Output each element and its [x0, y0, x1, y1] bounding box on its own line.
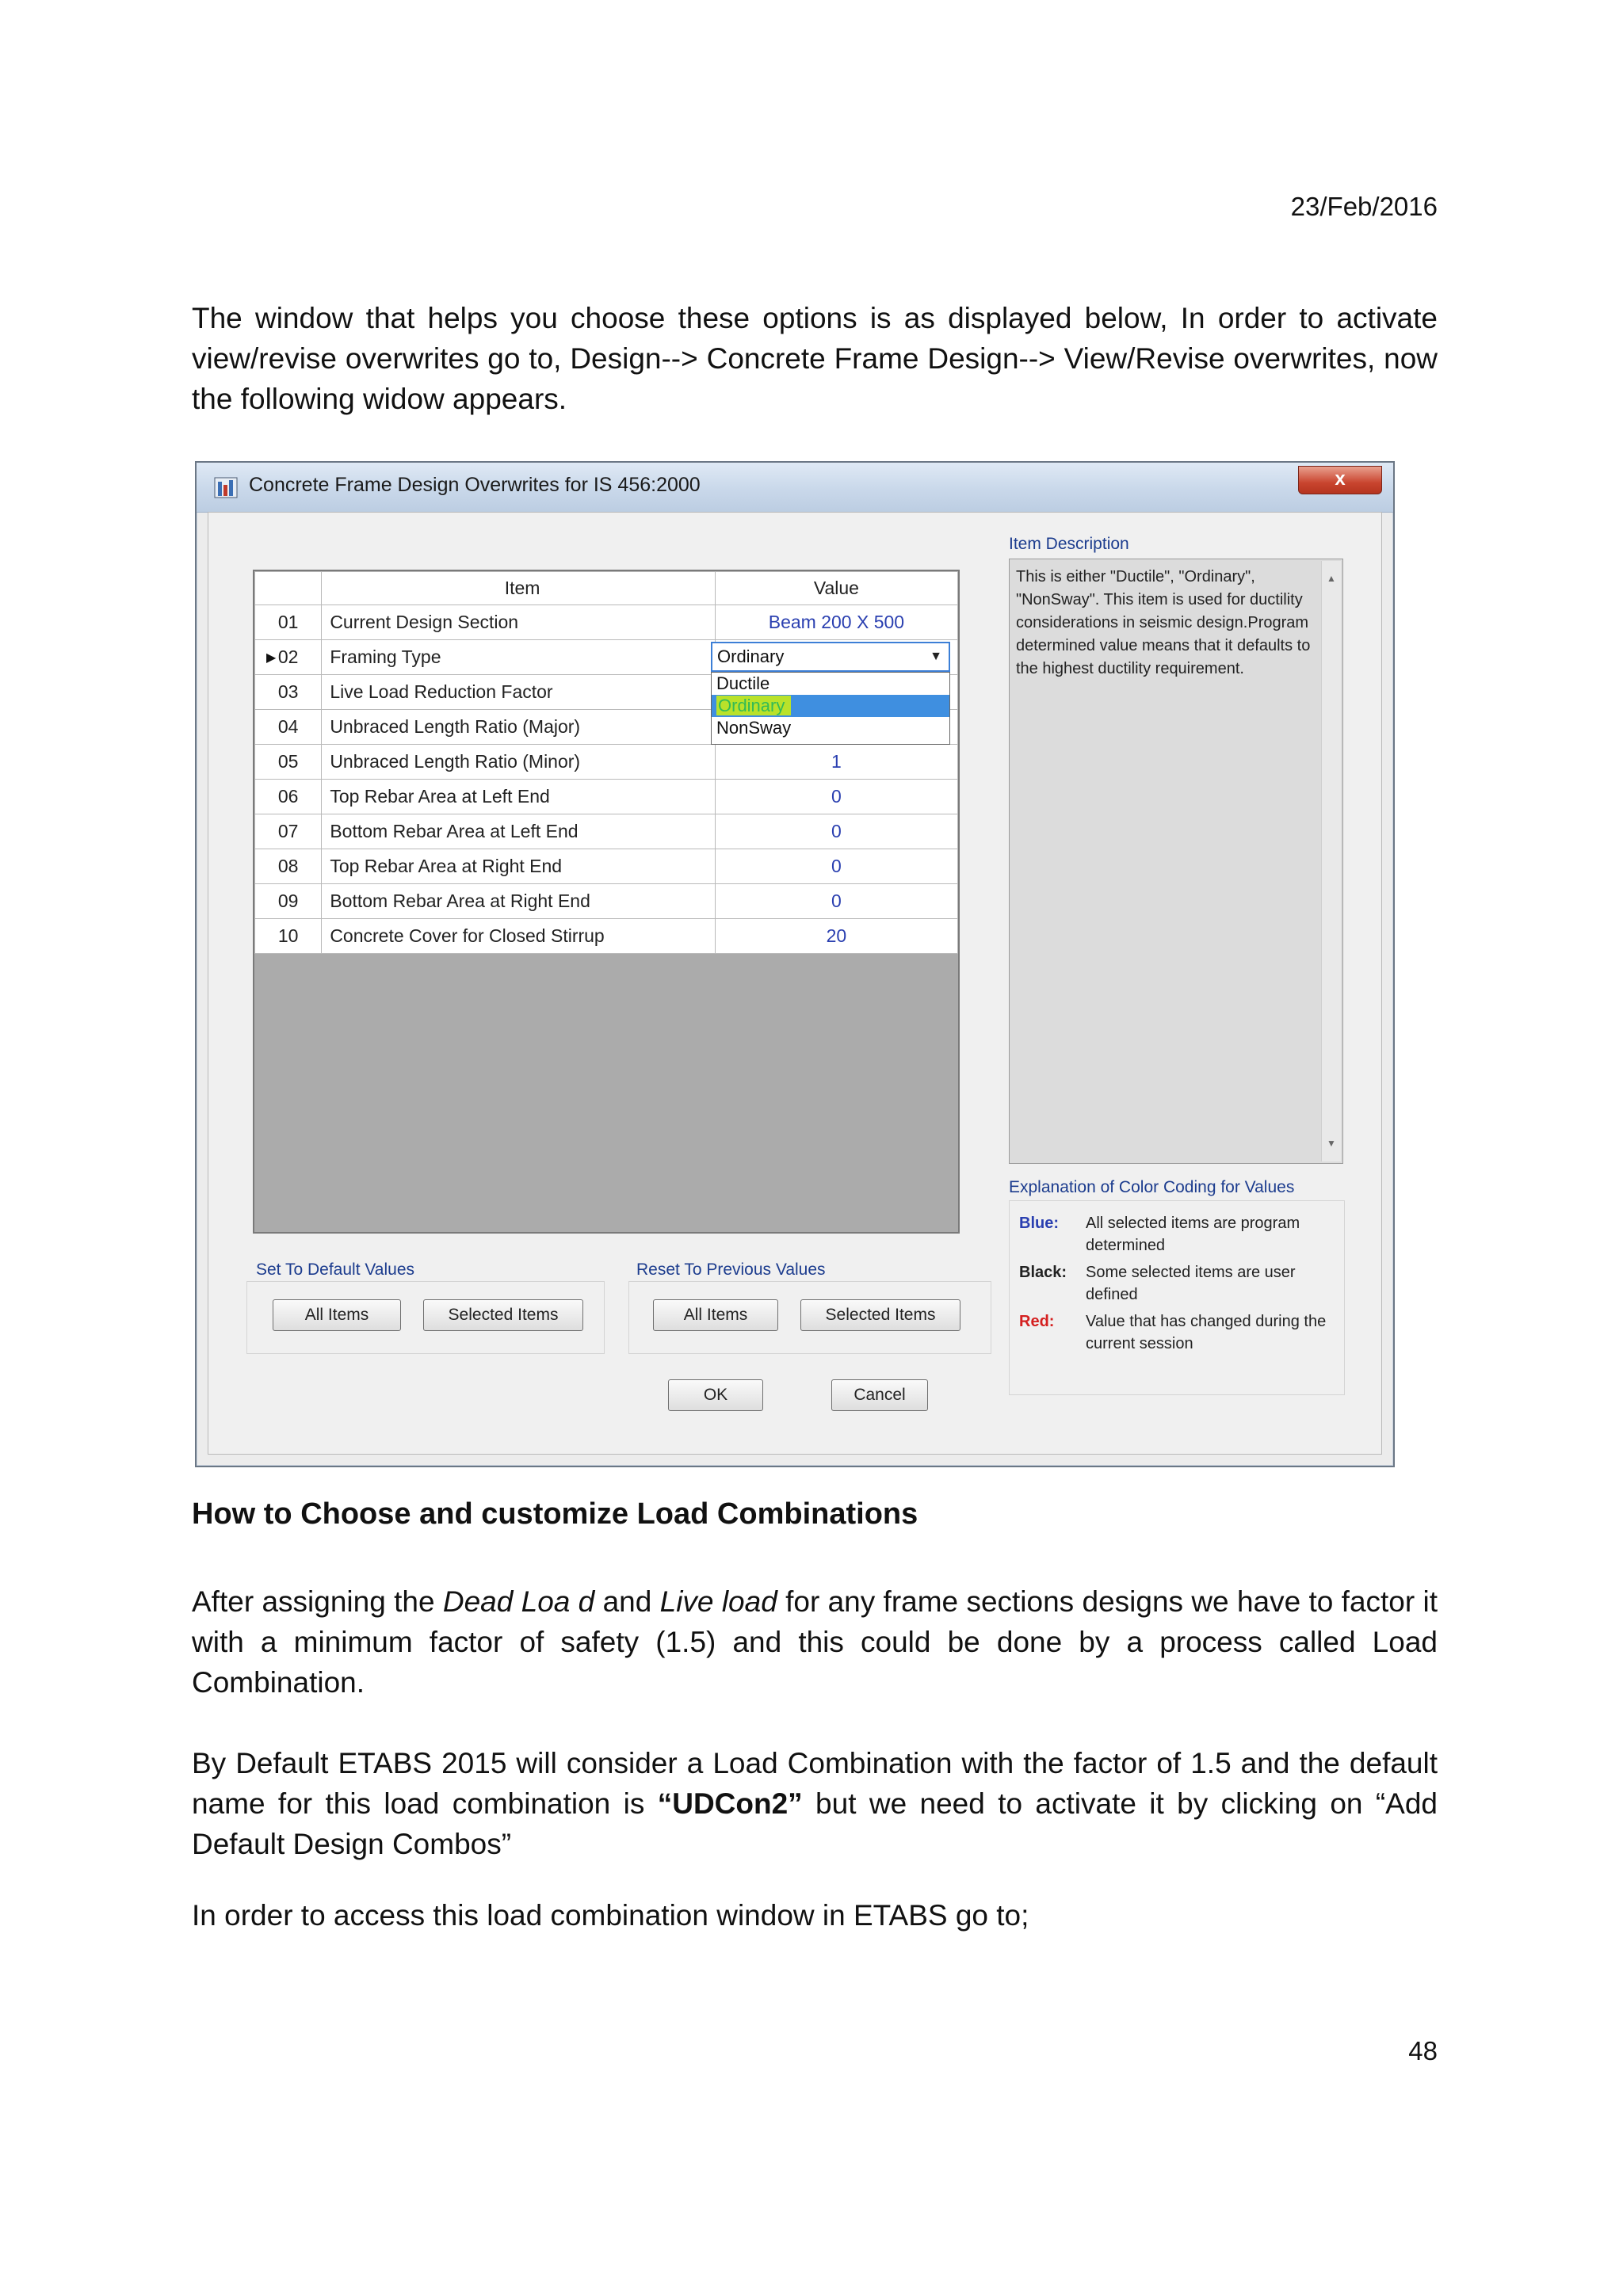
reset-all-items-button[interactable]: All Items: [653, 1299, 778, 1331]
framing-type-dropdown-list[interactable]: [711, 672, 950, 745]
para2-live-load: Live load: [659, 1585, 777, 1618]
color-text-red: Value that has changed during the current session: [1086, 1313, 1327, 1352]
row-index: 07: [255, 814, 322, 849]
row-index-cell: [255, 640, 322, 675]
intro-paragraph: The window that helps you choose these options is as displayed below, In order to activate view/revise overwrites go to, Design--> Concrete Frame Design--> View/Revise overwrites, now the following widow appears.: [192, 302, 1438, 415]
table-row[interactable]: [255, 605, 958, 640]
para2-dead-load: Dead Loa d: [442, 1585, 595, 1618]
row-index: 04: [255, 710, 322, 745]
para3-udcon2: “UDCon2”: [657, 1787, 803, 1820]
row-index: 05: [255, 745, 322, 780]
etabs-app-icon: [214, 475, 238, 499]
item-description-label: Item Description: [1009, 535, 1129, 553]
row-value[interactable]: 0: [715, 780, 957, 814]
row-value[interactable]: 0: [715, 884, 957, 919]
table-row[interactable]: [255, 745, 958, 780]
cancel-button[interactable]: Cancel: [831, 1379, 928, 1411]
page-date: 23/Feb/2016: [1290, 192, 1438, 221]
para3-text-2: but we need to activate it by clicking on “Add Default Design Combos”: [192, 1787, 1438, 1860]
reset-selected-items-button[interactable]: Selected Items: [800, 1299, 960, 1331]
row-index: 09: [255, 884, 322, 919]
row-index: 08: [255, 849, 322, 884]
close-button[interactable]: x: [1298, 466, 1382, 494]
row-value[interactable]: 1: [715, 745, 957, 780]
para2-text-3: for any frame sections designs we have to factor it with a minimum factor of safety (1.5) and this could be done by a process called Load Combination.: [192, 1585, 1438, 1699]
set-default-label: Set To Default Values: [256, 1261, 415, 1279]
page-number: 48: [1408, 2036, 1438, 2065]
current-row-arrow-icon: ▶: [266, 651, 277, 665]
row-value[interactable]: 20: [715, 919, 957, 954]
framing-type-combobox[interactable]: [711, 642, 950, 672]
access-window-paragraph: In order to access this load combination window in ETABS go to;: [192, 1899, 1029, 1932]
dialog-titlebar: [197, 463, 1393, 513]
table-row[interactable]: [255, 849, 958, 884]
row-value[interactable]: 0: [715, 814, 957, 849]
framing-type-selected-value: Ordinary: [717, 646, 785, 666]
ok-button[interactable]: OK: [668, 1379, 763, 1411]
row-item: Framing Type: [322, 640, 716, 675]
color-coding-label: Explanation of Color Coding for Values: [1009, 1178, 1295, 1196]
color-text-blue: All selected items are program determined: [1086, 1215, 1300, 1254]
dropdown-option-ductile[interactable]: Ductile: [716, 673, 770, 693]
scroll-up-icon[interactable]: ▲: [1327, 573, 1336, 584]
overwrites-table: [254, 571, 958, 954]
reset-previous-group: [628, 1281, 991, 1354]
color-key-black: Black:: [1019, 1264, 1067, 1281]
para2-text-1: After assigning the: [192, 1585, 443, 1618]
table-row[interactable]: [255, 919, 958, 954]
item-description-box[interactable]: [1009, 559, 1343, 1164]
row-index: 10: [255, 919, 322, 954]
dialog-title: Concrete Frame Design Overwrites for IS 456:2000: [249, 474, 701, 496]
dialog-client-area: [208, 512, 1382, 1455]
row-index: 06: [255, 780, 322, 814]
default-combo-paragraph: [192, 1743, 1438, 1864]
set-default-all-items-button[interactable]: All Items: [273, 1299, 401, 1331]
table-row[interactable]: [255, 780, 958, 814]
dropdown-option-nonsway[interactable]: NonSway: [716, 718, 792, 738]
table-row[interactable]: [255, 884, 958, 919]
column-header-value: Value: [715, 572, 957, 605]
reset-previous-label: Reset To Previous Values: [636, 1261, 826, 1279]
row-item: Live Load Reduction Factor: [322, 675, 716, 710]
scroll-down-icon[interactable]: ▼: [1327, 1138, 1336, 1149]
row-item: Unbraced Length Ratio (Major): [322, 710, 716, 745]
set-default-group: [246, 1281, 605, 1354]
row-value[interactable]: 0: [715, 849, 957, 884]
item-description-text: This is either "Ductile", "Ordinary", "NonSway". This item is used for ductility considerations in seismic design.Program determined value means that it defaults to the highest ductility requirement.: [1016, 568, 1311, 677]
row-item: Bottom Rebar Area at Left End: [322, 814, 716, 849]
dropdown-arrow-icon[interactable]: ▼: [930, 650, 942, 663]
dropdown-option-ordinary-label: Ordinary: [716, 696, 791, 715]
row-index: 02: [277, 646, 299, 667]
row-item: Unbraced Length Ratio (Minor): [322, 745, 716, 780]
para3-text-1: By Default ETABS 2015 will consider a Load Combination with the factor of 1.5 and the default name for this load combination is: [192, 1747, 1438, 1820]
overwrites-grid: [253, 570, 960, 1234]
row-item: Bottom Rebar Area at Right End: [322, 884, 716, 919]
column-header-item: Item: [322, 572, 716, 605]
color-key-red: Red:: [1019, 1313, 1055, 1330]
table-row[interactable]: [255, 814, 958, 849]
color-coding-box: [1009, 1200, 1345, 1395]
design-overwrites-dialog: [195, 461, 1395, 1467]
color-key-blue: Blue:: [1019, 1215, 1059, 1232]
load-combination-paragraph: [192, 1581, 1438, 1703]
section-heading: How to Choose and customize Load Combinations: [192, 1497, 918, 1531]
row-value[interactable]: Beam 200 X 500: [715, 605, 957, 640]
row-item: Top Rebar Area at Right End: [322, 849, 716, 884]
row-index: 01: [255, 605, 322, 640]
row-item: Top Rebar Area at Left End: [322, 780, 716, 814]
dropdown-option-ordinary[interactable]: [712, 695, 949, 717]
description-scrollbar[interactable]: [1321, 561, 1341, 1161]
color-text-black: Some selected items are user defined: [1086, 1264, 1296, 1303]
row-item: Current Design Section: [322, 605, 716, 640]
row-item: Concrete Cover for Closed Stirrup: [322, 919, 716, 954]
para2-text-2: and: [594, 1585, 660, 1618]
row-index: 03: [255, 675, 322, 710]
column-header-index: [255, 572, 322, 605]
set-default-selected-items-button[interactable]: Selected Items: [423, 1299, 583, 1331]
